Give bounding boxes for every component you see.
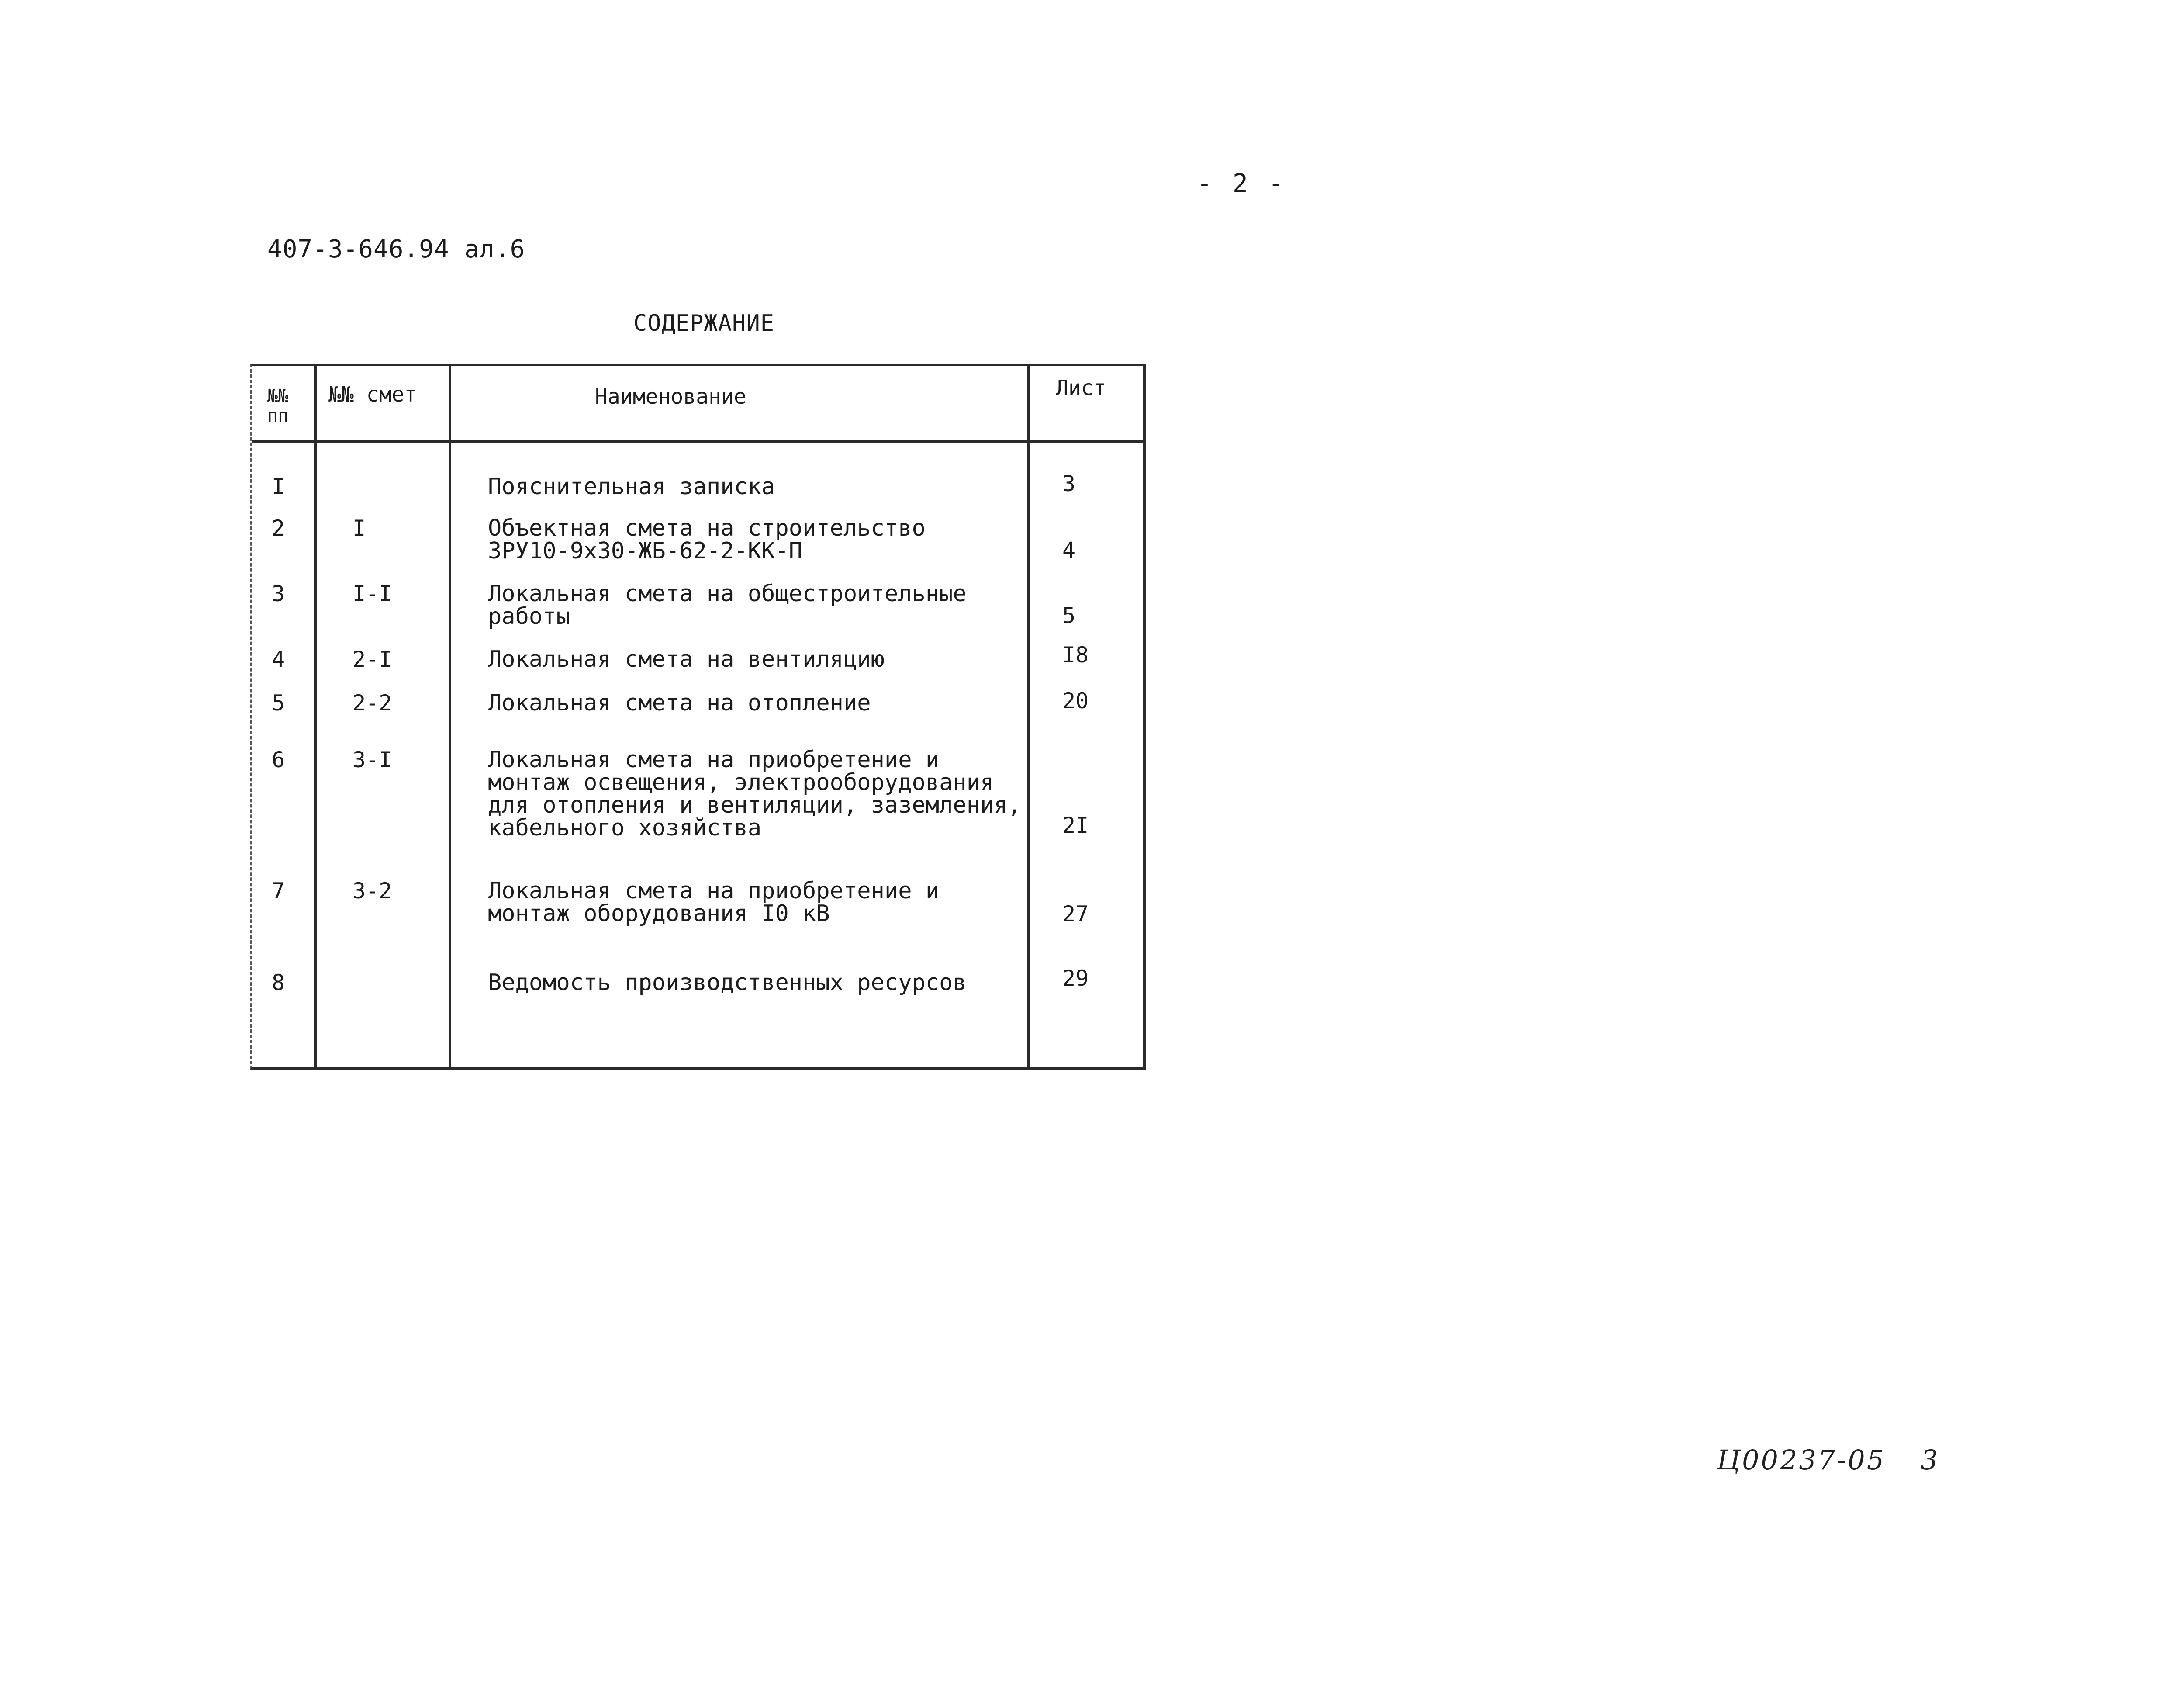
column-divider bbox=[1027, 366, 1030, 1067]
row-sheet: 20 bbox=[1062, 688, 1089, 713]
row-name-line: Локальная смета на общестроительные bbox=[488, 581, 967, 607]
stamp-sheet: 3 bbox=[1921, 1444, 1940, 1476]
row-sheet: 3 bbox=[1062, 471, 1076, 496]
row-name-line: Объектная смета на строительство bbox=[488, 515, 926, 541]
row-sheet: 5 bbox=[1062, 603, 1076, 628]
column-divider bbox=[449, 366, 451, 1067]
page-number: - 2 - bbox=[1197, 168, 1286, 198]
row-name-line: монтаж освещения, электрооборудования bbox=[488, 769, 994, 796]
row-name-line: монтаж оборудования I0 кВ bbox=[488, 900, 830, 927]
row-number: 6 bbox=[272, 747, 285, 772]
row-sheet: 29 bbox=[1062, 966, 1089, 991]
row-number: 3 bbox=[272, 581, 285, 606]
row-name-line: Локальная смета на отопление bbox=[488, 690, 871, 716]
row-number: 5 bbox=[272, 690, 285, 716]
row-name-line: Локальная смета на приобретение и bbox=[488, 747, 940, 773]
document-code: 407-3-646.94 ал.6 bbox=[267, 235, 525, 263]
header-sheet: Лист bbox=[1056, 376, 1106, 400]
row-estimate: 2-I bbox=[352, 647, 392, 672]
row-name-line: ЗРУ10-9х30-ЖБ-62-2-КК-П bbox=[488, 538, 803, 564]
row-name-line: для отопления и вентиляции, заземления, bbox=[488, 792, 1021, 818]
contents-table bbox=[250, 364, 1146, 1070]
row-name-line: Пояснительная записка bbox=[488, 474, 775, 500]
header-estimate: №№ смет bbox=[328, 382, 417, 407]
page-title: СОДЕРЖАНИЕ bbox=[633, 310, 775, 336]
row-number: I bbox=[272, 474, 285, 499]
row-name-line: Локальная смета на вентиляцию bbox=[488, 646, 885, 672]
row-name-line: Локальная смета на приобретение и bbox=[488, 878, 940, 904]
row-sheet: 27 bbox=[1062, 901, 1089, 927]
row-estimate: 3-I bbox=[352, 747, 392, 772]
row-name-line: Ведомость производственных ресурсов bbox=[488, 970, 967, 996]
row-estimate: 3-2 bbox=[352, 878, 392, 904]
row-number: 8 bbox=[272, 970, 285, 995]
row-estimate: 2-2 bbox=[352, 690, 392, 716]
row-estimate: I bbox=[352, 516, 366, 541]
row-estimate: I-I bbox=[352, 581, 392, 606]
archive-stamp bbox=[1717, 1444, 1940, 1476]
row-number: 2 bbox=[272, 516, 285, 541]
row-sheet: 4 bbox=[1062, 537, 1076, 563]
row-sheet: I8 bbox=[1062, 642, 1089, 668]
row-sheet: 2I bbox=[1062, 813, 1089, 838]
row-name-line: работы bbox=[488, 603, 570, 630]
header-name: Наименование bbox=[595, 384, 746, 409]
row-number: 4 bbox=[272, 647, 285, 672]
row-number: 7 bbox=[272, 878, 285, 904]
column-divider bbox=[314, 366, 317, 1067]
header-divider bbox=[252, 440, 1143, 443]
row-name-line: кабельного хозяйства bbox=[488, 815, 762, 841]
stamp-code: Ц00237-05 bbox=[1717, 1444, 1886, 1476]
header-num: №№ пп bbox=[267, 386, 289, 426]
